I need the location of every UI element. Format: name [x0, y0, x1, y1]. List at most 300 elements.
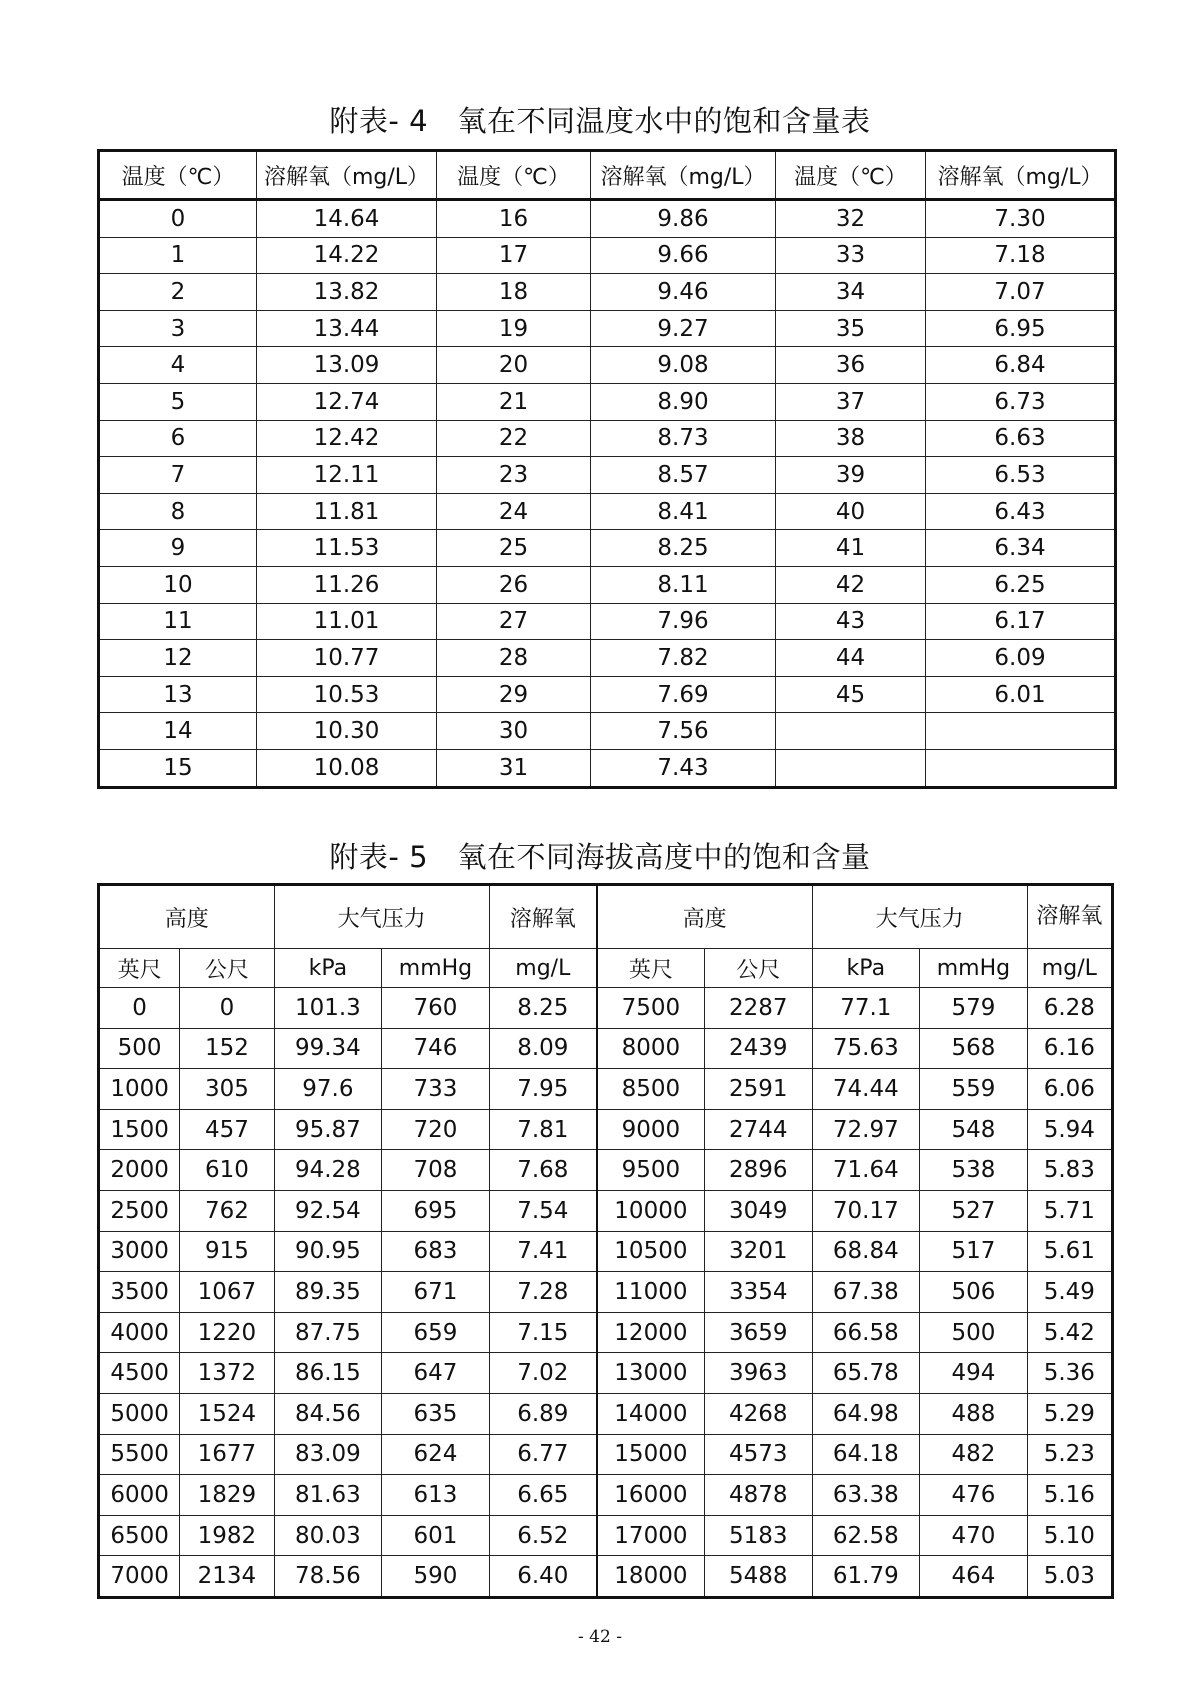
table-cell: 6.84 [926, 347, 1116, 384]
table-cell: 5.29 [1027, 1393, 1112, 1434]
table-cell: 0 [180, 988, 274, 1029]
table-cell: 80.03 [274, 1515, 382, 1556]
table-cell: 6.25 [926, 566, 1116, 603]
table-cell: 7.43 [591, 749, 776, 787]
table-cell: 1372 [180, 1353, 274, 1394]
table-cell: 20 [437, 347, 591, 384]
table-cell: 6.73 [926, 383, 1116, 420]
table-cell: 13 [99, 676, 257, 713]
table-cell: 63.38 [812, 1475, 920, 1516]
table-cell: 8000 [597, 1028, 705, 1069]
table-cell: 29 [437, 676, 591, 713]
table-row [99, 1556, 1113, 1598]
table-cell: 4573 [704, 1434, 812, 1475]
table-cell: 45 [776, 676, 926, 713]
unit-kpa-2: kPa [812, 949, 920, 988]
table-cell: 6.43 [926, 493, 1116, 530]
table-cell: 72.97 [812, 1109, 920, 1150]
table-cell: 7.69 [591, 676, 776, 713]
table-cell: 5.10 [1027, 1515, 1112, 1556]
table-cell: 1 [99, 237, 257, 274]
table-cell: 613 [382, 1475, 490, 1516]
table-cell: 0 [99, 200, 257, 238]
table-cell: 15000 [597, 1434, 705, 1475]
header-height-1: 高度 [99, 885, 275, 949]
table4-body [99, 200, 1116, 788]
table-cell: 720 [382, 1109, 490, 1150]
header-pressure-1: 大气压力 [274, 885, 489, 949]
table-cell: 482 [920, 1434, 1028, 1475]
table-cell: 305 [180, 1069, 274, 1110]
table-cell: 10 [99, 566, 257, 603]
table-cell: 38 [776, 420, 926, 457]
table-cell: 7.18 [926, 237, 1116, 274]
table-cell: 610 [180, 1150, 274, 1191]
table-cell: 2591 [704, 1069, 812, 1110]
table-cell: 4268 [704, 1393, 812, 1434]
table-cell: 7.56 [591, 713, 776, 750]
header-oxygen-1: 溶解氧（mg/L） [257, 151, 437, 200]
table-cell: 7 [99, 457, 257, 494]
table-cell: 39 [776, 457, 926, 494]
table-cell: 4 [99, 347, 257, 384]
table-cell: 11.01 [257, 603, 437, 640]
table-cell: 78.56 [274, 1556, 382, 1598]
table-cell: 579 [920, 988, 1028, 1029]
table-cell: 44 [776, 640, 926, 677]
table-cell: 32 [776, 200, 926, 238]
table-cell: 7.96 [591, 603, 776, 640]
table-cell: 733 [382, 1069, 490, 1110]
table-cell: 17000 [597, 1515, 705, 1556]
table-cell: 9.27 [591, 310, 776, 347]
table-cell: 8.11 [591, 566, 776, 603]
table-cell: 8.25 [591, 530, 776, 567]
table-cell: 7.07 [926, 274, 1116, 311]
table-cell: 1829 [180, 1475, 274, 1516]
table-cell: 66.58 [812, 1312, 920, 1353]
table-cell: 760 [382, 988, 490, 1029]
table-row [99, 988, 1113, 1029]
table-row [99, 457, 1116, 494]
table-cell: 8.90 [591, 383, 776, 420]
table-cell: 11.26 [257, 566, 437, 603]
table-row [99, 237, 1116, 274]
table-cell [926, 749, 1116, 787]
table-cell: 9.08 [591, 347, 776, 384]
table-cell: 25 [437, 530, 591, 567]
table-cell: 18000 [597, 1556, 705, 1598]
table-cell: 13.09 [257, 347, 437, 384]
table-cell: 3000 [99, 1231, 180, 1272]
table-cell: 9.86 [591, 200, 776, 238]
table-cell: 11.81 [257, 493, 437, 530]
temperature-oxygen-table [97, 149, 1117, 789]
table-cell: 5.71 [1027, 1190, 1112, 1231]
table-cell: 9500 [597, 1150, 705, 1191]
table-cell [776, 713, 926, 750]
table-cell: 5.36 [1027, 1353, 1112, 1394]
group-header-row [99, 885, 1113, 949]
table-cell: 500 [920, 1312, 1028, 1353]
unit-mmhg-1: mmHg [382, 949, 490, 988]
unit-kpa-1: kPa [274, 949, 382, 988]
table-cell [926, 713, 1116, 750]
table-cell: 1500 [99, 1109, 180, 1150]
table-cell: 81.63 [274, 1475, 382, 1516]
table-cell: 36 [776, 347, 926, 384]
table-cell: 2744 [704, 1109, 812, 1150]
table-row [99, 1069, 1113, 1110]
page-number: - 42 - [578, 1627, 622, 1647]
table-cell: 61.79 [812, 1556, 920, 1598]
table-row [99, 310, 1116, 347]
table-cell: 5000 [99, 1393, 180, 1434]
table-cell: 6.09 [926, 640, 1116, 677]
table-cell: 8.41 [591, 493, 776, 530]
table-cell: 1220 [180, 1312, 274, 1353]
table-cell: 708 [382, 1150, 490, 1191]
table-cell: 3659 [704, 1312, 812, 1353]
table-cell: 2896 [704, 1150, 812, 1191]
table-cell: 4000 [99, 1312, 180, 1353]
table-cell: 14.64 [257, 200, 437, 238]
table-cell: 15 [99, 749, 257, 787]
table-cell: 538 [920, 1150, 1028, 1191]
table-cell: 8 [99, 493, 257, 530]
table-cell: 89.35 [274, 1272, 382, 1313]
table-cell: 3049 [704, 1190, 812, 1231]
table-cell: 5.61 [1027, 1231, 1112, 1272]
table-cell: 1524 [180, 1393, 274, 1434]
table-row [99, 420, 1116, 457]
table-cell: 10000 [597, 1190, 705, 1231]
table-cell: 7.68 [489, 1150, 597, 1191]
table-cell: 12.42 [257, 420, 437, 457]
table-cell: 16000 [597, 1475, 705, 1516]
table-cell: 6.53 [926, 457, 1116, 494]
table-cell: 40 [776, 493, 926, 530]
table-cell: 24 [437, 493, 591, 530]
table-cell: 7.95 [489, 1069, 597, 1110]
table-cell: 4878 [704, 1475, 812, 1516]
table-row [99, 274, 1116, 311]
table-cell: 6.63 [926, 420, 1116, 457]
table-cell: 84.56 [274, 1393, 382, 1434]
table-row [99, 676, 1116, 713]
table-cell: 75.63 [812, 1028, 920, 1069]
table-cell: 11 [99, 603, 257, 640]
table-cell: 9.46 [591, 274, 776, 311]
table-cell: 601 [382, 1515, 490, 1556]
table-cell: 5.23 [1027, 1434, 1112, 1475]
header-oxygen-3: 溶解氧（mg/L） [926, 151, 1116, 200]
table-cell: 517 [920, 1231, 1028, 1272]
table-cell: 671 [382, 1272, 490, 1313]
table-cell: 2134 [180, 1556, 274, 1598]
table-cell: 6.95 [926, 310, 1116, 347]
table-cell: 5.03 [1027, 1556, 1112, 1598]
table-cell: 6.17 [926, 603, 1116, 640]
table-cell: 6.52 [489, 1515, 597, 1556]
table-cell: 7.30 [926, 200, 1116, 238]
table-cell: 8.57 [591, 457, 776, 494]
table-row [99, 383, 1116, 420]
unit-meters-2: 公尺 [704, 949, 812, 988]
header-pressure-2: 大气压力 [812, 885, 1027, 949]
unit-mgl-2: mg/L [1027, 949, 1112, 988]
table-cell: 26 [437, 566, 591, 603]
table-cell: 9000 [597, 1109, 705, 1150]
table-cell: 7.02 [489, 1353, 597, 1394]
table-cell: 7.41 [489, 1231, 597, 1272]
table-cell: 3 [99, 310, 257, 347]
table-cell: 762 [180, 1190, 274, 1231]
table-cell: 10500 [597, 1231, 705, 1272]
table-cell: 87.75 [274, 1312, 382, 1353]
table-cell: 3354 [704, 1272, 812, 1313]
table-cell [776, 749, 926, 787]
altitude-oxygen-table [97, 883, 1114, 1599]
table-cell: 1067 [180, 1272, 274, 1313]
table-cell: 28 [437, 640, 591, 677]
table-cell: 7.81 [489, 1109, 597, 1150]
header-oxygen-2: 溶解氧 [1027, 885, 1112, 949]
table-cell: 4500 [99, 1353, 180, 1394]
table-row [99, 1272, 1113, 1313]
table4-title: 附表- 4 氧在不同温度水中的饱和含量表 [329, 104, 871, 138]
table-cell: 14.22 [257, 237, 437, 274]
table-cell: 67.38 [812, 1272, 920, 1313]
unit-mgl-1: mg/L [489, 949, 597, 988]
table-cell: 9 [99, 530, 257, 567]
table-row [99, 1434, 1113, 1475]
table-cell: 488 [920, 1393, 1028, 1434]
table-cell: 695 [382, 1190, 490, 1231]
table-cell: 6.06 [1027, 1069, 1112, 1110]
table-cell: 90.95 [274, 1231, 382, 1272]
table-cell: 37 [776, 383, 926, 420]
table-cell: 457 [180, 1109, 274, 1150]
table-row [99, 530, 1116, 567]
table-row [99, 1028, 1113, 1069]
table-cell: 2000 [99, 1150, 180, 1191]
table-cell: 16 [437, 200, 591, 238]
table-cell: 33 [776, 237, 926, 274]
table-cell: 2287 [704, 988, 812, 1029]
table-cell: 6.16 [1027, 1028, 1112, 1069]
table-cell: 74.44 [812, 1069, 920, 1110]
table-cell: 97.6 [274, 1069, 382, 1110]
table-cell: 77.1 [812, 988, 920, 1029]
table-cell: 12 [99, 640, 257, 677]
table-row [99, 640, 1116, 677]
table-cell: 1000 [99, 1069, 180, 1110]
header-temperature-2: 温度（℃） [437, 151, 591, 200]
table-cell: 2500 [99, 1190, 180, 1231]
table-cell: 494 [920, 1353, 1028, 1394]
table-row [99, 1312, 1113, 1353]
unit-header-row [99, 949, 1113, 988]
table-cell: 6.89 [489, 1393, 597, 1434]
table5-title: 附表- 5 氧在不同海拔高度中的饱和含量 [329, 840, 871, 874]
table-cell: 6000 [99, 1475, 180, 1516]
table-cell: 14 [99, 713, 257, 750]
table-cell: 17 [437, 237, 591, 274]
table-cell: 12.74 [257, 383, 437, 420]
table-cell: 7.82 [591, 640, 776, 677]
table-cell: 3963 [704, 1353, 812, 1394]
unit-meters-1: 公尺 [180, 949, 274, 988]
table-cell: 527 [920, 1190, 1028, 1231]
table-cell: 647 [382, 1353, 490, 1394]
table-cell: 6.65 [489, 1475, 597, 1516]
table-cell: 68.84 [812, 1231, 920, 1272]
table-cell: 65.78 [812, 1353, 920, 1394]
table-row [99, 200, 1116, 238]
table-cell: 5 [99, 383, 257, 420]
table-row [99, 1109, 1113, 1150]
table-cell: 7000 [99, 1556, 180, 1598]
table-cell: 34 [776, 274, 926, 311]
table-cell: 13.82 [257, 274, 437, 311]
table5-body [99, 988, 1113, 1598]
table-cell: 7.54 [489, 1190, 597, 1231]
table-cell: 12.11 [257, 457, 437, 494]
table-cell: 8.25 [489, 988, 597, 1029]
table-row [99, 749, 1116, 787]
table-cell: 6.01 [926, 676, 1116, 713]
header-temperature-3: 温度（℃） [776, 151, 926, 200]
table-cell: 41 [776, 530, 926, 567]
table-cell: 22 [437, 420, 591, 457]
table-cell: 500 [99, 1028, 180, 1069]
table-cell: 30 [437, 713, 591, 750]
table-cell: 6.40 [489, 1556, 597, 1598]
table-cell: 101.3 [274, 988, 382, 1029]
table-row [99, 1393, 1113, 1434]
table-cell: 683 [382, 1231, 490, 1272]
table-cell: 13.44 [257, 310, 437, 347]
unit-feet-1: 英尺 [99, 949, 180, 988]
table-cell: 470 [920, 1515, 1028, 1556]
table-row [99, 1353, 1113, 1394]
table-cell: 11000 [597, 1272, 705, 1313]
table-row [99, 1515, 1113, 1556]
table-cell: 9.66 [591, 237, 776, 274]
table-cell: 5.42 [1027, 1312, 1112, 1353]
table-cell: 5500 [99, 1434, 180, 1475]
table-cell: 35 [776, 310, 926, 347]
table-cell: 8.09 [489, 1028, 597, 1069]
table-header-row [99, 151, 1116, 200]
table-row [99, 566, 1116, 603]
table-cell: 64.18 [812, 1434, 920, 1475]
table-cell: 5183 [704, 1515, 812, 1556]
table-cell: 10.30 [257, 713, 437, 750]
table-cell: 0 [99, 988, 180, 1029]
table-row [99, 493, 1116, 530]
table-cell: 152 [180, 1028, 274, 1069]
table-cell: 659 [382, 1312, 490, 1353]
table-cell: 476 [920, 1475, 1028, 1516]
table-cell: 5488 [704, 1556, 812, 1598]
table-cell: 3201 [704, 1231, 812, 1272]
table-cell: 548 [920, 1109, 1028, 1150]
table-cell: 6500 [99, 1515, 180, 1556]
table-cell: 70.17 [812, 1190, 920, 1231]
table-row [99, 1475, 1113, 1516]
table-cell: 21 [437, 383, 591, 420]
table-cell: 8.73 [591, 420, 776, 457]
table-cell: 64.98 [812, 1393, 920, 1434]
table-cell: 42 [776, 566, 926, 603]
table-cell: 5.16 [1027, 1475, 1112, 1516]
table-cell: 506 [920, 1272, 1028, 1313]
table-cell: 746 [382, 1028, 490, 1069]
table-cell: 95.87 [274, 1109, 382, 1150]
table-cell: 27 [437, 603, 591, 640]
table-row [99, 347, 1116, 384]
header-temperature-1: 温度（℃） [99, 151, 257, 200]
table-cell: 8500 [597, 1069, 705, 1110]
table-cell: 12000 [597, 1312, 705, 1353]
table-cell: 10.53 [257, 676, 437, 713]
table-cell: 1677 [180, 1434, 274, 1475]
header-height-2: 高度 [597, 885, 812, 949]
table-cell: 464 [920, 1556, 1028, 1598]
table-row [99, 1190, 1113, 1231]
header-oxygen-1: 溶解氧 [489, 885, 597, 949]
table-cell: 10.77 [257, 640, 437, 677]
table-cell: 99.34 [274, 1028, 382, 1069]
table-cell: 2439 [704, 1028, 812, 1069]
table-cell: 31 [437, 749, 591, 787]
table-cell: 23 [437, 457, 591, 494]
table-cell: 6.28 [1027, 988, 1112, 1029]
unit-mmhg-2: mmHg [920, 949, 1028, 988]
header-oxygen-2: 溶解氧（mg/L） [591, 151, 776, 200]
table-cell: 43 [776, 603, 926, 640]
table-cell: 86.15 [274, 1353, 382, 1394]
table-cell: 7500 [597, 988, 705, 1029]
table-cell: 11.53 [257, 530, 437, 567]
table-cell: 13000 [597, 1353, 705, 1394]
table-cell: 6.34 [926, 530, 1116, 567]
table-cell: 1982 [180, 1515, 274, 1556]
table-cell: 635 [382, 1393, 490, 1434]
table-row [99, 713, 1116, 750]
table-cell: 2 [99, 274, 257, 311]
table-cell: 5.83 [1027, 1150, 1112, 1191]
unit-feet-2: 英尺 [597, 949, 705, 988]
table-cell: 14000 [597, 1393, 705, 1434]
table-cell: 6.77 [489, 1434, 597, 1475]
table-cell: 5.94 [1027, 1109, 1112, 1150]
table-row [99, 603, 1116, 640]
table-cell: 19 [437, 310, 591, 347]
table-cell: 10.08 [257, 749, 437, 787]
table-cell: 3500 [99, 1272, 180, 1313]
table-cell: 7.15 [489, 1312, 597, 1353]
table-cell: 62.58 [812, 1515, 920, 1556]
table-row [99, 1150, 1113, 1191]
table-cell: 624 [382, 1434, 490, 1475]
table-cell: 83.09 [274, 1434, 382, 1475]
table-cell: 590 [382, 1556, 490, 1598]
table-cell: 559 [920, 1069, 1028, 1110]
table-cell: 915 [180, 1231, 274, 1272]
